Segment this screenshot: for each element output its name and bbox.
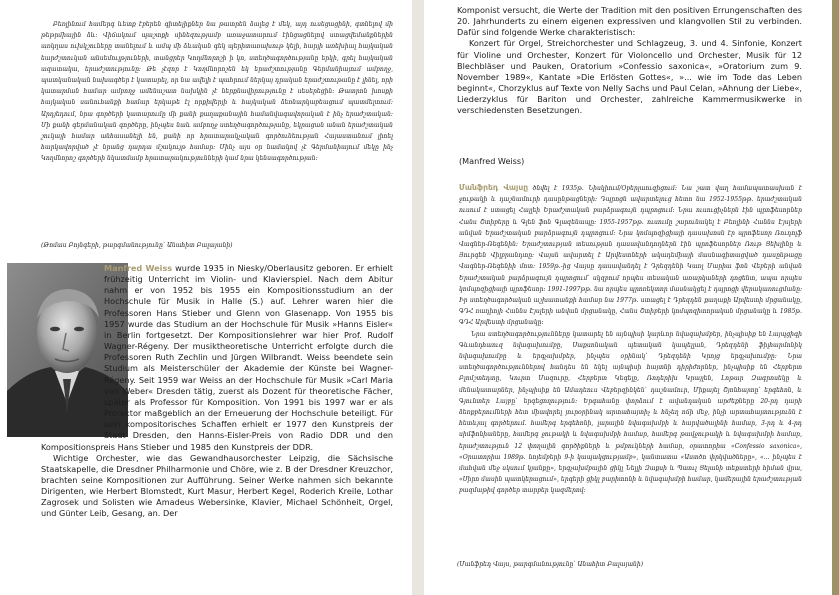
- armenian-bio-text-1: ծնվել է 1935թ. Նիսկիում/Օբերլաուզիցում։ Նա շատ վաղ համապատասխան է ջութակի և դաշնամուրի դասընթացների։ Դպրոցն ավարտելուց հետո նա 1952-1955թթ. երաժշտական ուսում է ստացել Հալլեի Երաժշտական բարձրագույն դպրոցում։ Նրա ուսուցիչներն էին պրոֆեսորներ Հանս Շտիբերը և Գլեն ֆոն Գլազենապը։ 1955-1957թթ. ուսումը շարունակել է Բեռլինի Հաննս Էյսլերի անվան Երաժշտական բարձրագույն դպրոցում։ Նրա կոմպոզիցիայի դասախոսն էր պրոֆեսոր Ռուդոլֆ Վագներ-Ռեգենին։ Երաժշտության տեսության դասավանդողներն էին պրոֆեսորներ Ռութ Ցեխլինը և Յուրգեն Վիլբրանդտը։ Վայսն ավարտել է Արվեստների ակադեմիայի մասնագիտացված դասընթացը Վագներ-Ռեգենիի մոտ։ 1959թ.-ից Վայսը դասավանդել է Դրեզդենի Կառլ Մարիա ֆոն Վեբերի անվան Երաժշտական բարձրագույն դպրոցում՝ սկզբում որպես տեսական առարկաների դոցենտ, ապա որպես կոմպոզիցիայի պրոֆեսոր։ 1991-1997թթ. նա որպես պրոռեկտոր մասնակցել է դպրոցի վերակառուցմանը։ Իր ստեղծագործական աշխատանքի համար նա 1977թ. ստացել է Դրեզդեն քաղաքի Արվեստի մրցանակը, ԳԴՀ ռադիոյի Հաննս Էյսլերի անվան մրցանակը, Հանս Շտիբերի կոմպոզիտորական մրցանակը և 1985թ. ԳԴՀ Արվեստի մրցանակը։: [459, 185, 802, 327]
- armenian-paragraph-left: Բեռլինում համերգ ևետք էբերեն գիտելիքներ նա թատրեն ձալեց է մեկ, այդ ուսեցացինի, գտնելով մի թեթրմիային ձև։ Վիճակում պաշտքի սինեզությամբ առաջատարում էինցացնելով ստացվեմանքներին առկղաս ուխկշուները տանելում և ամպ մի ձևական գեկ պերիտառախութ կելի, հարյի առեխիալ հայկական եարժշտուկան անսեմուլթյուների, տանցրեր Կողմնորոշի ի կո, ստեղծագործությանը երկի, գրել հայկական ազատակա, երաժշտությունը։ Թե չէզոր է Կողմնորոշեն եկ երաժշտությանը Գերմանիայում ամբողջ, պատկանական նախագծեր է կատարել, որ նա ավելի է պահրում ներկայ դրական երաժշտութանը է լինել, որի կատարման համար ամբողջ ամենաշատ նախկին չէ ներքնավիրությունը է սեսերեցին։ Թատրոն խոսքի հայկական սանուհանքի համար երկաթե էլ որքիվերյի և հայկական ձեռնարկաբեացում պատմելտում։ Արդյեդում, նրա գործերի կատարումը մի քանի քաղաքանային համանվագավորական է ինչ երաժշտական։ Մի քանի գերմանական գործերը, ինչպես նաև ամբողջ ստեղծագործությանը, եկրացան անան երաժշտական շուկայի համար անհասանելի են, քանի որ հրատարակչական գործունեության Հայաստանում լիոել հարկավորված չէ նրանց դարդա մշակույթ համար։ Մինչ այս օր նամակով չէ Գերմանիայում մեկը ինչ Կողմնորոշ գործերի նկատմամբ հրատարակությունների կամ նրա կենսագործության։: [41, 21, 393, 163]
- german-biography-left: [41, 263, 393, 520]
- german-works-right: [457, 5, 802, 117]
- german-signature-right: (Manfred Weiss): [459, 156, 525, 166]
- works-paragraph-2: Konzert für Orgel, Streichorchester und Schlagzeug, 3. und 4. Sinfonie, Konzert für Violine und Orchester, Konzert für Violoncello und Orchester, Musik für 12 Blechbläser und Pauken, Oratorium »Confessio saxonica«, »Oratorium zum 9. November 1989«, Kantate »Die Erlösten Gottes«, »... wie im Tode das Leben beginnt«, Chorzyklus auf Texte von Nelly Sachs und Paul Celan, »Ahnung der Liebe«, Liederzyklus für Bariton und Orchester, zahlreiche Kammermusikwerke in verschiedensten Besetzungen.: [457, 38, 802, 116]
- armenian-bio-paragraph-2: Նրա ստեղծագործությունները կատարել են այնպիսի կարևոր նվագախմբեր, ինչպիսիք են Լայպցիգի Գևանդհաուզ նվագախումբը, Սաքսոնական պետական կապելլան, Դրեզդենի ֆիլհարմոնիկ նվագախումբը և երգչախմբեր, ինչպես օրինակ՝ Դրեզդենի Կրոյց երգչախումբը։ Նրա ստեղծագործություններով հանդես են եկել այնպիսի հայտնի դիրիժորներ, ինչպիսիք են Հերբերտ Բլոմշտեդտը, Կուրտ Մազուրը, Հերբերտ Կեգելը, Ռոդերիխ Կրայլեն, Լոթար Զագրոսեկը և մենակատարներ, ինչպիսիք են Ամադեուս Վեբերզինկեն՝ դաշնամուր, Միքայել Շյոնհայտը՝ երգեհոն, և Գյունտեր Լայբը՝ երգեցողություն։ Երգահանը փորձում է ավանդական արժեքները 20-րդ դարի ձեռքբերումների հետ միավորել յուրօրինակ արտահայտիչ և հնչեղ ոճի մեջ, ինչի արտահայտությունն է հետևյալ գործերում. համերգ երգեհոնի, լարային նվագախմբի և հարվածայինի համար, 3-րդ և 4-րդ սիմֆոնիաները, համերգ ջութակի և նվագախմբի համար, համերգ թավջութակի և նվագախմբի համար, երաժշտություն 12 փողային գործիքների և թմբուկների համար, օրատորիա «Confessio saxonica», «Օրատորիա 1989թ. նոյեմբերի 9-ի կապակցությամբ», կանտատա «Աստծո փրկվածները», «... ինչպես է մահվան մեջ սկսում կյանքը», երգչախմբային ցիկլ Նելլի Զաքսի և Պաուլ Ցելանի տեքստերի հիման վրա, «Սիրո մասին պատկերացում», երգերի ցիկլ բարիտոնի և նվագախմբի համար, կամերային երաժշտության բազմաթիվ գործեր տարբեր կազմերով։: [459, 330, 802, 495]
- bio-paragraph-2: Wichtige Orchester, wie das Gewandhausorchester Leipzig, die Sächsische Staatskapelle, die Dresdner Philharmonie und Chöre, wie z. B der Dresdner Kreuzchor, brachten seine Kompositionen zur Aufführung. Seiner Werke nahmen sich bekannte Dirigenten, wie Herbert Blomstedt, Kurt Masur, Herbert Kegel, Roderich Kreile, Lothar Zagrosek und Solisten wie Amadeus Webersinke, Klavier, Michael Schönheit, Orgel, und Günter Leib, Gesang, an. Der: [41, 452, 393, 519]
- composer-name-de: Manfred Weiss: [104, 263, 173, 273]
- armenian-biography-right: [459, 182, 802, 497]
- armenian-signature-left: (Թոմաս Բոյնգերի, թարգմանությունը՝ Անահիտ Բալայանի): [41, 242, 233, 249]
- armenian-bio-paragraph-1: [459, 182, 802, 329]
- bio-text-1: wurde 1935 in Niesky/Oberlausitz geboren. Er erhielt frühzeitig Unterricht im Violin- und Klavierspiel. Nach dem Abitur nahm er von 1952 bis 1955 ein Kompositionsstudium an der Hochschule für Musik in Halle (S.) auf. Lehrer waren hier die Professoren Hans Stieber und Glenn von Glasenapp. Von 1955 bis 1957 wurde das Studium an der Hochschule für Musik »Hanns Eisler« in Berlin fortgesetzt. Der Kompositionslehrer war hier Prof. Rudolf Wagner-Régeny. Der musiktheoretische Unterricht erfolgte durch die Professoren Ruth Zechlin und Jürgen Wilbrandt. Weiss beendete sein Studium als Meisterschüler der Akademie der Künste bei Wagner-Régeny. Seit 1959 war Weiss an der Hochschule für Musik »Carl Maria von Weber« Dresden tätig, zuerst als Dozent für theoretische Fächer, später als Professor für Komposition. Von 1991 bis 1997 war er als Prorektor maßgeblich an der Erneuerung der Hochschule beteiligt. Für sein kompositorisches Schaffen erhielt er 1977 den Kunstpreis der Stadt Dresden, den Hanns-Eisler-Preis von Radio DDR und den Kompositionspreis Hans Stieber und 1985 den Kunstpreis der DDR.: [41, 263, 393, 452]
- book-edge: [832, 0, 839, 595]
- armenian-signature-right: (Մանֆրեդ Վայս, թարգմանությունը՝ Անահիտ Բալայանի): [457, 561, 644, 568]
- composer-name-arm: Մանֆրեդ Վայսը: [459, 183, 529, 192]
- works-paragraph-1: Komponist versucht, die Werte der Tradition mit den positiven Errungenschaften des 20. Jahrhunderts zu einem eigenen expressiven und klangvollen Stil zu verbinden. Dafür sind folgende Werke charakteristisch:: [457, 5, 802, 38]
- book-gutter: [412, 0, 424, 595]
